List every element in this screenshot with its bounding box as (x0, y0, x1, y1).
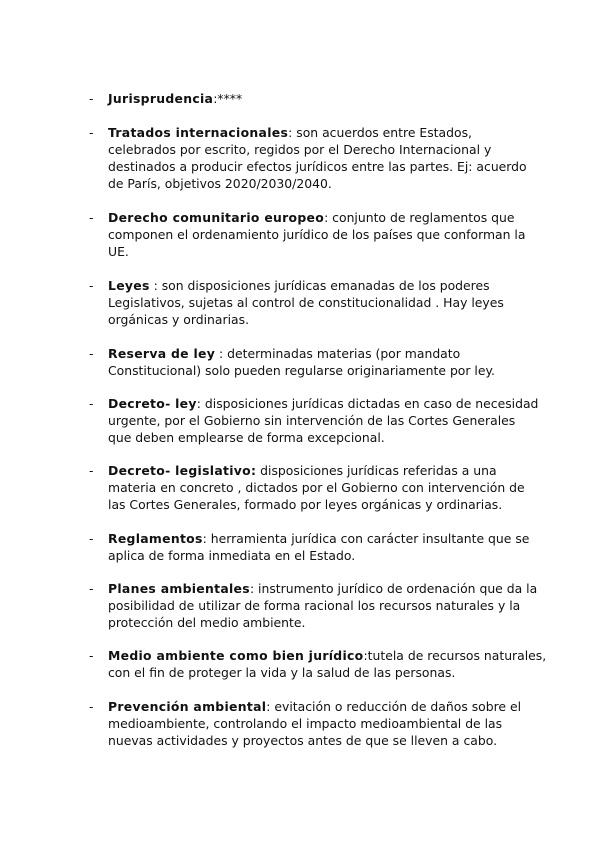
list-item (89, 209, 529, 260)
term: Decreto- legislativo: (108, 463, 257, 478)
list-dash: - (89, 699, 94, 714)
definition-line: : son acuerdos entre Estados, (288, 125, 472, 140)
definition-line: urgente, por el Gobierno sin intervención de las Cortes Generales (108, 413, 516, 428)
list-item-content (108, 395, 539, 446)
definition-line: orgánicas y ordinarias. (108, 312, 250, 327)
list-item (89, 647, 547, 681)
definition-line: posibilidad de utilizar de forma racional los recursos naturales y la (108, 598, 521, 613)
term: Leyes (108, 278, 150, 293)
term: Tratados internacionales (108, 125, 289, 140)
definition-line: con el fin de proteger la vida y la salud de las personas. (108, 665, 456, 680)
list-item-content (108, 530, 529, 564)
list-dash: - (89, 463, 94, 478)
definition-line: disposiciones jurídicas referidas a una (256, 463, 497, 478)
definition-line: medioambiente, controlando el impacto medioambiental de las (108, 716, 503, 731)
list-item-content (108, 209, 529, 260)
definition-line: materia en concreto , dictados por el Gobierno con intervención de (108, 480, 525, 495)
term: Jurisprudencia (108, 91, 214, 106)
definition-line: : evitación o reducción de daños sobre el (266, 699, 522, 714)
list-item-content (108, 345, 529, 379)
definition-line: :tutela de recursos naturales, (363, 648, 547, 663)
definition-line: nuevas actividades y proyectos antes de que se lleven a cabo. (108, 733, 498, 748)
definition-line: celebrados por escrito, regidos por el Derecho Internacional y (108, 142, 492, 157)
term: Derecho comunitario europeo (108, 210, 325, 225)
list-item-content (108, 277, 529, 328)
term: Medio ambiente como bien jurídico (108, 648, 364, 663)
list-item-content (108, 462, 529, 513)
list-dash: - (89, 648, 94, 663)
list-dash: - (89, 396, 94, 411)
definition-line: Legislativos, sujetas al control de constitucionalidad . Hay leyes (108, 295, 504, 310)
definition-line: : herramienta jurídica con carácter insultante que se (202, 531, 530, 546)
list-dash: - (89, 278, 94, 293)
definition-line: las Cortes Generales, formado por leyes orgánicas y ordinarias. (108, 497, 503, 512)
term: Reserva de ley (108, 346, 216, 361)
definition-line: : son disposiciones jurídicas emanadas de los poderes (149, 278, 490, 293)
list-item (89, 277, 529, 328)
list-item (89, 90, 529, 107)
list-item-content (108, 647, 547, 681)
term: Planes ambientales (108, 581, 250, 596)
list-dash: - (89, 531, 94, 546)
term: Decreto- ley (108, 396, 197, 411)
list-item (89, 462, 529, 513)
list-dash: - (89, 91, 94, 106)
list-dash: - (89, 210, 94, 225)
list-dash: - (89, 581, 94, 596)
definition-line: que deben emplearse de forma excepcional. (108, 430, 385, 445)
list-item-content (108, 124, 529, 192)
list-item (89, 345, 529, 379)
definition-line: aplica de forma inmediata en el Estado. (108, 548, 356, 563)
list-item (89, 580, 538, 631)
definition-line: protección del medio ambiente. (108, 615, 306, 630)
definition-line: destinados a producir efectos jurídicos entre las partes. Ej: acuerdo (108, 159, 527, 174)
list-item (89, 124, 529, 192)
list-item-content (108, 90, 529, 107)
list-item (89, 395, 539, 446)
list-dash: - (89, 346, 94, 361)
term: Prevención ambiental (108, 699, 267, 714)
term: Reglamentos (108, 531, 203, 546)
definition-line: componen el ordenamiento jurídico de los países que conforman la (108, 227, 526, 242)
list-item (89, 698, 529, 749)
list-item-content (108, 580, 538, 631)
definition-line: : determinadas materias (por mandato (215, 346, 461, 361)
definition-line: : conjunto de reglamentos que (324, 210, 515, 225)
list-item-content (108, 698, 529, 749)
list-dash: - (89, 125, 94, 140)
definition-line: : disposiciones jurídicas dictadas en caso de necesidad (196, 396, 539, 411)
definition-line: UE. (108, 244, 129, 259)
list-item (89, 530, 529, 564)
definition-line: de París, objetivos 2020/2030/2040. (108, 176, 332, 191)
definition-line: Constitucional) solo pueden regularse originariamente por ley. (108, 363, 495, 378)
definition-line: : instrumento jurídico de ordenación que da la (249, 581, 538, 596)
definition-line: :**** (213, 91, 243, 106)
